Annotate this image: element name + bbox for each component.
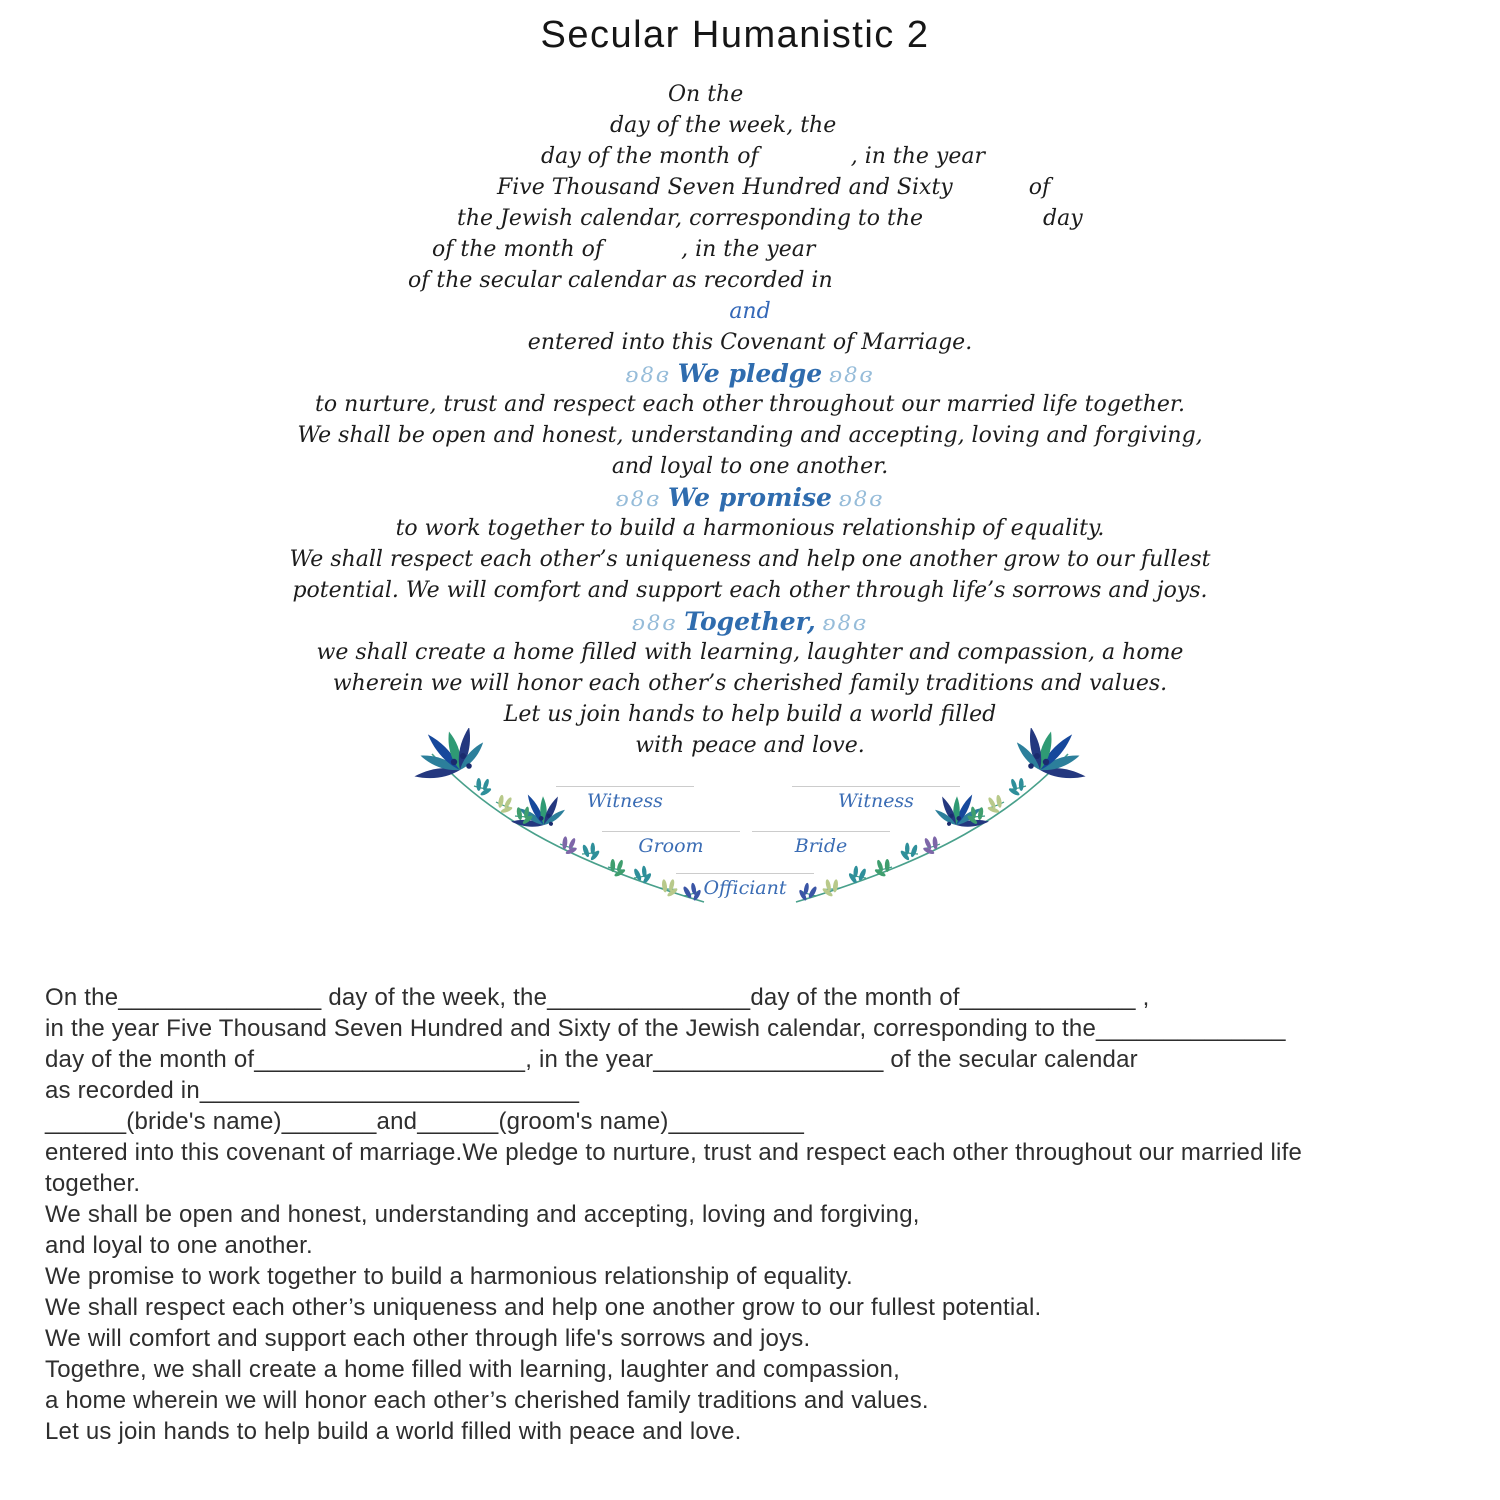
flourish-ornament-icon: ʚ8ɞ: [615, 487, 662, 511]
fill-in-blank: [759, 162, 851, 163]
fill-in-blank: [603, 255, 681, 256]
plain-line: entered into this covenant of marriage.We pledge to nurture, trust and respect each other throughout our married life: [45, 1139, 1302, 1166]
scroll-line: We shall be open and honest, understanding and accepting, loving and forgiving,: [297, 423, 1203, 448]
plain-line: and loyal to one another.: [45, 1232, 313, 1259]
plain-line: a home wherein we will honor each other’s cherished family traditions and values.: [45, 1387, 929, 1414]
scroll-line: to work together to build a harmonious relationship of equality.: [395, 516, 1105, 541]
plain-line: ______(bride's name)_______and______(groom's name)__________: [45, 1108, 805, 1135]
plain-line: in the year Five Thousand Seven Hundred and Sixty of the Jewish calendar, corresponding to the______________: [45, 1015, 1286, 1042]
plain-line: Let us join hands to help build a world filled with peace and love.: [45, 1418, 742, 1445]
scroll-line: On the: [668, 82, 744, 107]
calligraphic-text-block: [0, 79, 1500, 761]
scroll-line: we shall create a home filled with learning, laughter and compassion, a home: [316, 640, 1184, 665]
signature-line-groom: [602, 831, 740, 832]
scroll-line: with peace and love.: [635, 733, 865, 758]
signature-line-officiant: [676, 873, 814, 874]
scroll-line: of the secular calendar as recorded in: [408, 268, 833, 293]
signature-label-witness-left: Witness: [587, 790, 663, 812]
section-header-we-promise: ʚ8ɞ We promise ʚ8ɞ: [615, 483, 885, 512]
scroll-line: and loyal to one another.: [611, 454, 889, 479]
scroll-line: of the month of , in the year: [432, 237, 816, 262]
laurel-garland-right-icon: [788, 728, 1088, 913]
flourish-ornament-icon: ʚ8ɞ: [632, 611, 678, 635]
plain-line: together.: [45, 1170, 141, 1197]
plain-line: We promise to work together to build a harmonious relationship of equality.: [45, 1263, 853, 1290]
signature-label-bride: Bride: [794, 835, 848, 857]
signature-line-bride: [752, 831, 890, 832]
signature-line-witness-left: [556, 786, 694, 787]
scroll-line: We shall respect each other’s uniqueness and help one another grow to our fullest: [289, 547, 1211, 572]
signature-line-witness-right: [792, 786, 960, 787]
plain-line: Togethre, we shall create a home filled with learning, laughter and compassion,: [45, 1356, 900, 1383]
scroll-line-and: and: [729, 299, 771, 324]
plain-line: On the_______________ day of the week, the_______________day of the month of_____________ ,: [45, 984, 1150, 1011]
flourish-ornament-icon: ʚ8ɞ: [838, 487, 885, 511]
scroll-line: Let us join hands to help build a world filled: [503, 702, 997, 727]
signature-label-groom: Groom: [638, 835, 704, 857]
flourish-ornament-icon: ʚ8ɞ: [822, 611, 868, 635]
section-header-together: ʚ8ɞ Together, ʚ8ɞ: [632, 607, 868, 636]
scroll-line: day of the week, the: [610, 113, 837, 138]
scroll-line: Five Thousand Seven Hundred and Sixty of: [497, 175, 1051, 200]
plain-line: day of the month of____________________, in the year_________________ of the secular calendar: [45, 1046, 1138, 1073]
plain-line: as recorded in____________________________: [45, 1077, 580, 1104]
fill-in-blank: [923, 224, 1043, 225]
laurel-garland-left-icon: [412, 728, 712, 913]
scroll-line: the Jewish calendar, corresponding to the day: [457, 206, 1083, 231]
plain-line: We will comfort and support each other through life's sorrows and joys.: [45, 1325, 811, 1352]
scroll-line: wherein we will honor each other’s cherished family traditions and values.: [332, 671, 1168, 696]
page-title: Secular Humanistic 2: [540, 14, 930, 56]
plain-text-block: [45, 982, 1475, 1447]
scroll-line: potential. We will comfort and support each other through life’s sorrows and joys.: [292, 578, 1208, 603]
plain-line: We shall be open and honest, understanding and accepting, loving and forgiving,: [45, 1201, 920, 1228]
fill-in-blank: [953, 193, 1029, 194]
flourish-ornament-icon: ʚ8ɞ: [625, 363, 671, 387]
scroll-line: entered into this Covenant of Marriage.: [527, 330, 973, 355]
plain-line: We shall respect each other’s uniqueness and help one another grow to our fullest potential.: [45, 1294, 1042, 1321]
scroll-line: day of the month of , in the year: [541, 144, 985, 169]
signature-label-officiant: Officiant: [703, 877, 787, 899]
section-header-we-pledge: ʚ8ɞ We pledge ʚ8ɞ: [625, 359, 875, 388]
flourish-ornament-icon: ʚ8ɞ: [829, 363, 875, 387]
scroll-line: to nurture, trust and respect each other throughout our married life together.: [314, 392, 1185, 417]
signature-label-witness-right: Witness: [838, 790, 914, 812]
